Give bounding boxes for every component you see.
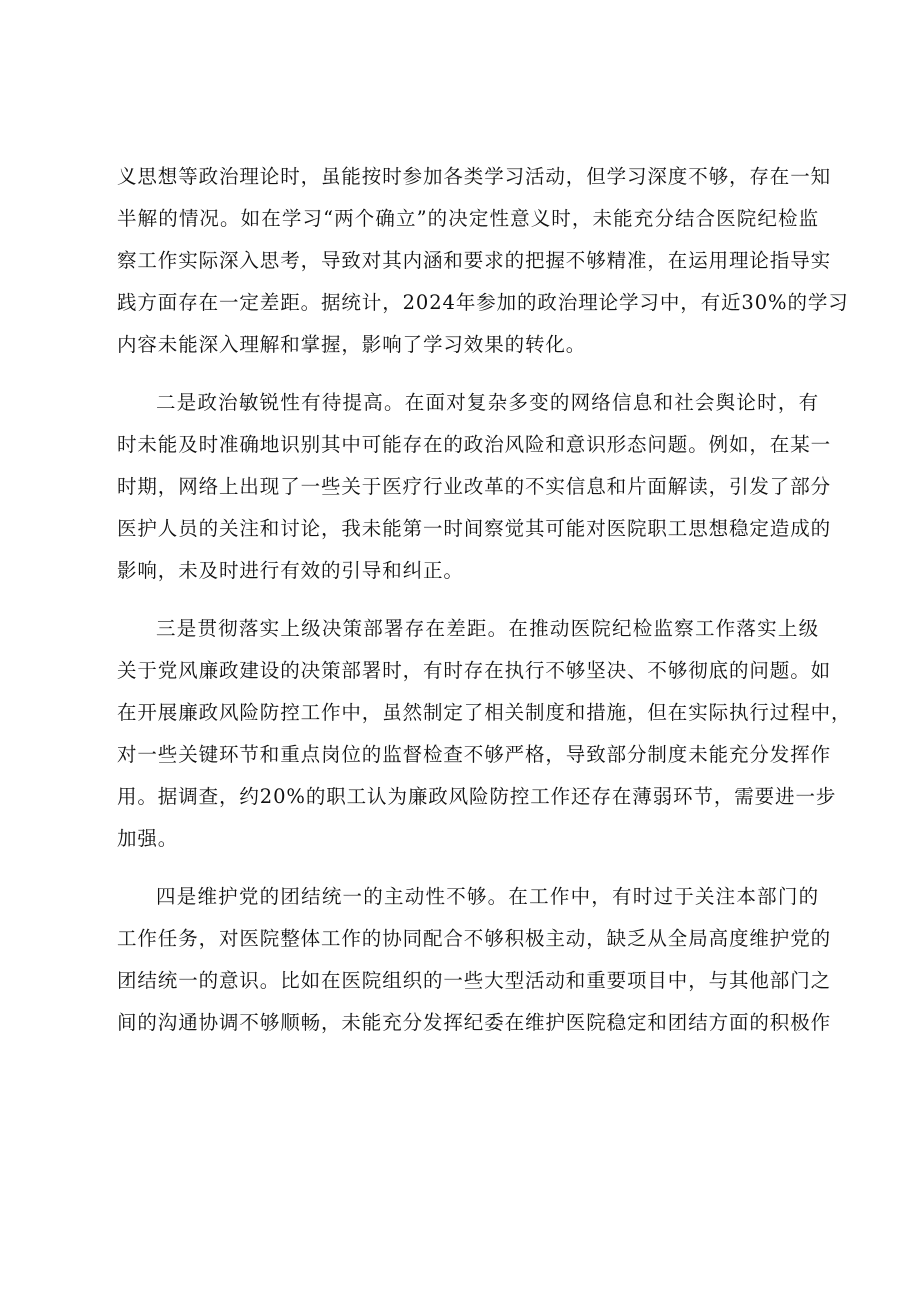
paragraph-line: 时未能及时准确地识别其中可能存在的政治风险和意识形态问题。例如，在某一 <box>117 433 832 456</box>
paragraph-line: 影响，未及时进行有效的引导和纠正。 <box>117 559 464 582</box>
paragraph-4 <box>117 876 832 1044</box>
paragraph-first-line: 三是贯彻落实上级决策部署存在差距。在推动医院纪检监察工作落实上级 <box>156 617 819 640</box>
paragraph-2 <box>117 382 832 592</box>
paragraph-line: 对一些关键环节和重点岗位的监督检查不够严格，导致部分制度未能充分发挥作 <box>117 743 832 766</box>
paragraph-line: 加强。 <box>117 827 179 850</box>
paragraph-line: 内容未能深入理解和掌握，影响了学习效果的转化。 <box>117 333 587 356</box>
paragraph-1 <box>117 156 849 366</box>
paragraph-line: 半解的情况。如在学习“两个确立”的决定性意义时，未能充分结合医院纪检监 <box>117 207 819 230</box>
paragraph-line: 团结统一的意识。比如在医院组织的一些大型活动和重要项目中，与其他部门之 <box>117 969 832 992</box>
document-body <box>117 156 852 1044</box>
paragraph-line: 间的沟通协调不够顺畅，未能充分发挥纪委在维护医院稳定和团结方面的积极作 <box>117 1011 832 1034</box>
paragraph-line: 时期，网络上出现了一些关于医疗行业改革的不实信息和片面解读，引发了部分 <box>117 475 832 498</box>
paragraph-line: 用。据调查，约20%的职工认为廉政风险防控工作还存在薄弱环节，需要进一步 <box>117 785 837 808</box>
paragraph-line: 医护人员的关注和讨论，我未能第一时间察觉其可能对医院职工思想稳定造成的 <box>117 517 832 540</box>
paragraph-first-line: 四是维护党的团结统一的主动性不够。在工作中，有时过于关注本部门的 <box>156 885 819 908</box>
paragraph-line: 在开展廉政风险防控工作中，虽然制定了相关制度和措施，但在实际执行过程中， <box>117 701 852 724</box>
paragraph-3 <box>117 608 852 860</box>
paragraph-first-line: 二是政治敏锐性有待提高。在面对复杂多变的网络信息和社会舆论时，有 <box>156 391 819 414</box>
paragraph-line: 工作任务，对医院整体工作的协同配合不够积极主动，缺乏从全局高度维护党的 <box>117 927 832 950</box>
paragraph-line: 义思想等政治理论时，虽能按时参加各类学习活动，但学习深度不够，存在一知 <box>117 165 832 188</box>
paragraph-line: 践方面存在一定差距。据统计，2024年参加的政治理论学习中，有近30%的学习 <box>117 291 849 314</box>
paragraph-line: 关于党风廉政建设的决策部署时，有时存在执行不够坚决、不够彻底的问题。如 <box>117 659 832 682</box>
paragraph-line: 察工作实际深入思考，导致对其内涵和要求的把握不够精准，在运用理论指导实 <box>117 249 832 272</box>
